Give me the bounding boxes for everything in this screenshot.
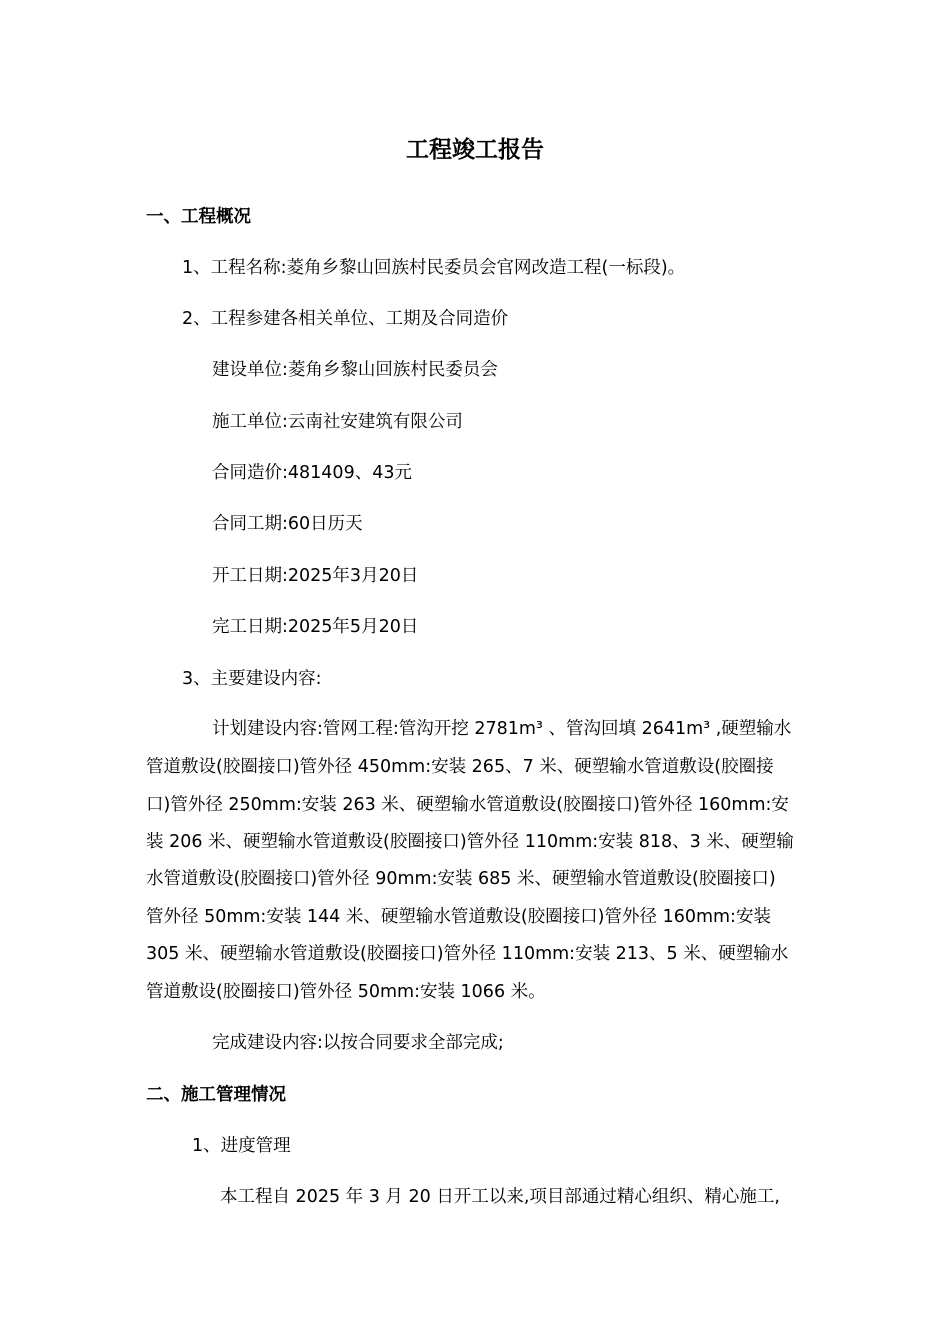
builder-line: 建设单位:菱角乡黎山回族村民委员会 [212,360,498,380]
plan-paragraph-line: 口)管外径 250mm:安装 263 米、硬塑输水管道敷设(胶圈接口)管外径 160mm:安 [146,795,789,815]
start-date-line: 开工日期:2025年3月20日 [212,566,419,586]
contract-price-line: 合同造价:481409、43元 [212,463,412,483]
section-heading-management: 二、施工管理情况 [146,1085,286,1105]
plan-paragraph-line: 计划建设内容:管网工程:管沟开挖 2781m³ 、管沟回填 2641m³ ,硬塑输水 [212,719,792,739]
plan-paragraph-line: 管道敷设(胶圈接口)管外径 450mm:安装 265、7 米、硬塑输水管道敷设(胶圈接 [146,757,774,777]
participants-item: 2、工程参建各相关单位、工期及合同造价 [182,309,509,329]
plan-paragraph-line: 装 206 米、硬塑输水管道敷设(胶圈接口)管外径 110mm:安装 818、3 米、硬塑输 [146,832,794,852]
project-name-item: 1、工程名称:菱角乡黎山回族村民委员会官网改造工程(一标段)。 [182,258,686,278]
end-date-line: 完工日期:2025年5月20日 [212,617,419,637]
plan-paragraph-line: 管道敷设(胶圈接口)管外径 50mm:安装 1066 米。 [146,982,546,1002]
contract-period-line: 合同工期:60日历天 [212,514,363,534]
page-title: 工程竣工报告 [406,137,544,163]
plan-paragraph-line: 水管道敷设(胶圈接口)管外径 90mm:安装 685 米、硬塑输水管道敷设(胶圈接口) [146,869,776,889]
contractor-line: 施工单位:云南社安建筑有限公司 [212,412,463,432]
section-heading-overview: 一、工程概况 [146,207,251,227]
plan-paragraph-line: 管外径 50mm:安装 144 米、硬塑输水管道敷设(胶圈接口)管外径 160mm:安装 [146,907,771,927]
progress-management-item: 1、进度管理 [192,1136,291,1156]
plan-paragraph-line: 305 米、硬塑输水管道敷设(胶圈接口)管外径 110mm:安装 213、5 米、硬塑输水 [146,944,789,964]
progress-paragraph-line: 本工程自 2025 年 3 月 20 日开工以来,项目部通过精心组织、精心施工, [220,1187,780,1207]
completed-content-line: 完成建设内容:以按合同要求全部完成; [212,1033,504,1053]
main-content-item: 3、主要建设内容: [182,669,322,689]
